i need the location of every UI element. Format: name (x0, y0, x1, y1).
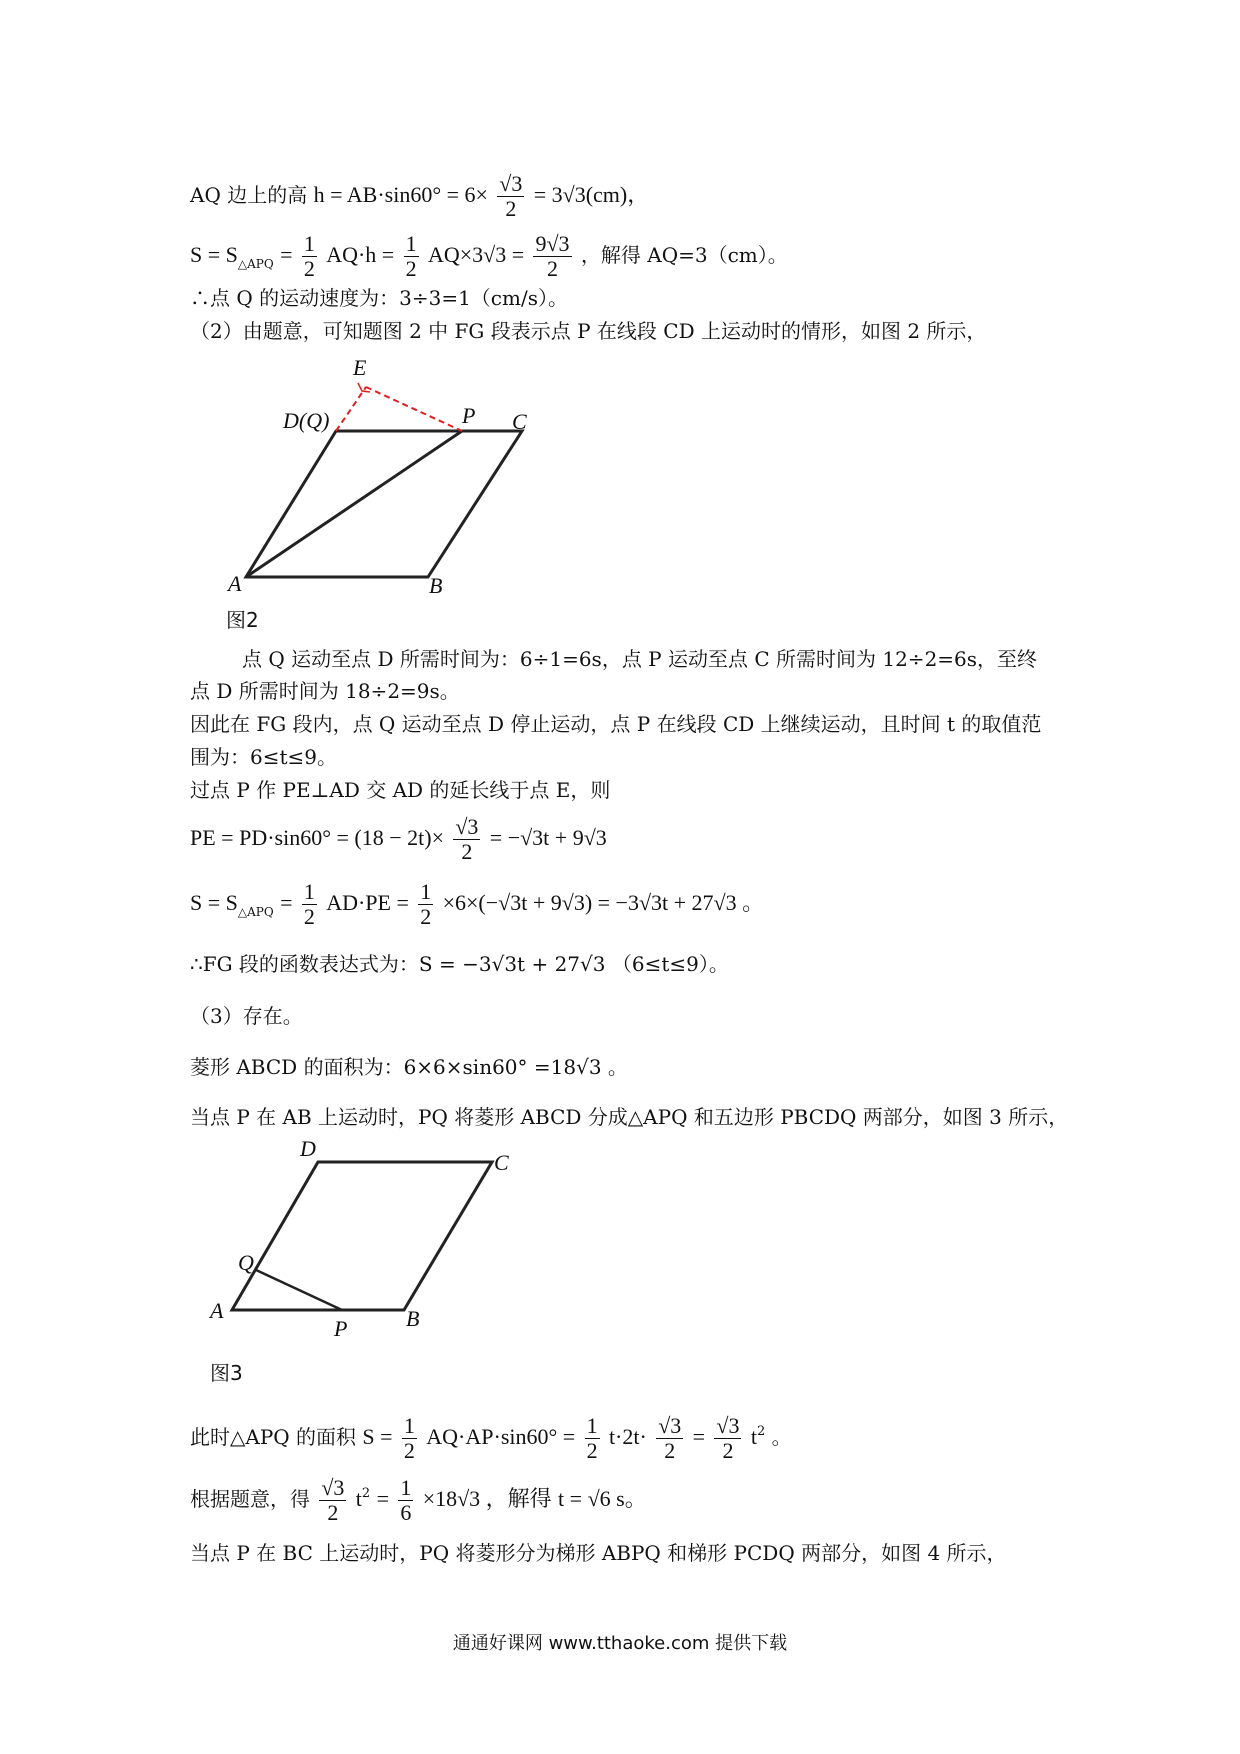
superscript: 2 (361, 1486, 371, 1501)
line-time-2: 点 D 所需时间为 18÷2=9s。 (190, 679, 460, 703)
denominator: 2 (420, 904, 432, 929)
line-apq-area (190, 1414, 792, 1463)
denominator: 2 (303, 904, 315, 929)
math: S = S (190, 242, 238, 267)
denominator: 2 (403, 1438, 415, 1463)
fraction (404, 232, 419, 281)
numerator: √3 (716, 1413, 740, 1438)
dashed-de (336, 387, 366, 431)
label-d: D (300, 1140, 316, 1161)
math: AQ·h = (326, 242, 395, 267)
label-e: E (353, 355, 367, 380)
label-b: B (429, 573, 443, 595)
line-rhombus-area: 菱形 ABCD 的面积为：6×6×sin60° =18√3 。 (190, 1055, 628, 1079)
numerator: √3 (321, 1475, 345, 1500)
math: t = √6 s。 (558, 1486, 647, 1511)
math: = (280, 890, 293, 915)
line-fg-expression: ∴FG 段的函数表达式为：S = −3√3t + 27√3 （6≤t≤9）。 (190, 952, 729, 976)
figure-3-diagram (204, 1140, 534, 1340)
math: t (750, 1424, 757, 1449)
label-d-q: D(Q) (283, 408, 330, 433)
math: AQ×3√3 = (427, 242, 525, 267)
numerator: 1 (403, 1413, 415, 1438)
math: AD·PE = (326, 890, 409, 915)
rhombus-abcd (232, 1162, 492, 1310)
math: AQ·AP·sin60° = (426, 1424, 576, 1449)
segment-pq (256, 1270, 342, 1310)
fraction (402, 1414, 417, 1463)
subscript: △APQ (237, 905, 274, 919)
line-area-s-2 (190, 880, 764, 929)
math: = (376, 1486, 389, 1511)
label-p: P (334, 1316, 348, 1340)
math: S = S (190, 890, 238, 915)
text: 此时△APQ 的面积 (190, 1425, 357, 1449)
math: = (692, 1424, 706, 1449)
figure-2-diagram (220, 355, 560, 595)
math: = −√3t + 9√3 (489, 825, 607, 850)
label-c: C (512, 409, 527, 434)
label-c: C (494, 1150, 509, 1175)
denominator: 2 (405, 256, 417, 281)
text: 。 (771, 1425, 792, 1449)
numerator: √3 (455, 814, 479, 839)
math: PE = PD·sin60° = (18 − 2t)× (190, 825, 444, 850)
denominator: 2 (664, 1438, 676, 1463)
fraction (453, 815, 480, 864)
fraction (319, 1476, 346, 1525)
denominator: 6 (400, 1500, 412, 1525)
numerator: 1 (303, 231, 315, 256)
math: t·2t· (608, 1424, 647, 1449)
fraction (656, 1414, 683, 1463)
fraction (302, 880, 317, 929)
line-area-s (190, 232, 788, 281)
numerator: 1 (303, 879, 315, 904)
label-a: A (210, 1298, 224, 1323)
denominator: 2 (547, 256, 558, 281)
math: ×18√3 ，解得 (422, 1486, 552, 1511)
math: t (355, 1486, 362, 1511)
fraction (418, 880, 433, 929)
label-a: A (228, 571, 242, 595)
figure-3 (204, 1140, 534, 1340)
segment-ap (246, 431, 462, 577)
math: = 3√3(cm)， (533, 182, 650, 207)
math: = (280, 242, 293, 267)
fraction (585, 1414, 600, 1463)
line-pe-eq (190, 815, 607, 864)
figure-2 (220, 355, 560, 595)
line-speed: ∴点 Q 的运动速度为：3÷3=1（cm/s）。 (190, 286, 568, 310)
denominator: 2 (303, 256, 315, 281)
dashed-pe (366, 387, 462, 431)
denominator: 2 (722, 1438, 734, 1463)
figure-2-caption: 图2 (226, 608, 259, 632)
fraction (398, 1476, 413, 1525)
page-footer: 通通好课网 www.tthaoke.com 提供下载 (452, 1633, 788, 1654)
fraction (497, 172, 524, 221)
superscript: 2 (756, 1424, 766, 1439)
line-height-h (190, 172, 649, 221)
line-part2: （2）由题意，可知题图 2 中 FG 段表示点 P 在线段 CD 上运动时的情形，如图 2 所示， (190, 319, 987, 343)
text: ，解得 AQ=3（cm）。 (580, 243, 788, 267)
denominator: 2 (505, 196, 517, 221)
line-time-1: 点 Q 运动至点 D 所需时间为：6÷1=6s，点 P 运动至点 C 所需时间为 12÷2=6s，至终 (242, 647, 1038, 671)
denominator: 2 (461, 839, 473, 864)
numerator: 1 (420, 879, 432, 904)
subscript: △APQ (237, 257, 274, 271)
line-solve-t (190, 1476, 647, 1525)
line-fg-2: 围为：6≤t≤9。 (190, 745, 338, 769)
fraction (533, 232, 571, 281)
math: S = (362, 1424, 393, 1449)
figure-3-caption: 图3 (210, 1361, 243, 1385)
denominator: 2 (327, 1500, 339, 1525)
label-b: B (406, 1306, 420, 1331)
text: AQ 边上的高 (190, 183, 308, 207)
text: 根据题意，得 (190, 1487, 310, 1511)
line-p-on-ab: 当点 P 在 AB 上运动时，PQ 将菱形 ABCD 分成△APQ 和五边形 PBCDQ 两部分，如图 3 所示， (190, 1105, 1069, 1129)
math: ×6×(−√3t + 9√3) = −3√3t + 27√3 。 (442, 890, 765, 915)
numerator: 1 (586, 1413, 598, 1438)
denominator: 2 (586, 1438, 598, 1463)
math: h = AB·sin60° = 6× (313, 182, 488, 207)
line-part3: （3）存在。 (190, 1004, 303, 1028)
numerator: 1 (405, 231, 417, 256)
numerator: 1 (400, 1475, 412, 1500)
numerator: 9√3 (535, 231, 570, 256)
fraction (714, 1414, 741, 1463)
label-q: Q (238, 1250, 254, 1275)
line-pe-perp: 过点 P 作 PE⊥AD 交 AD 的延长线于点 E，则 (190, 778, 611, 802)
line-fg-1: 因此在 FG 段内，点 Q 运动至点 D 停止运动，点 P 在线段 CD 上继续运动，且时间 t 的取值范 (190, 712, 1042, 736)
label-p: P (462, 403, 476, 428)
numerator: √3 (499, 171, 523, 196)
fraction (302, 232, 317, 281)
line-p-on-bc: 当点 P 在 BC 上运动时，PQ 将菱形分为梯形 ABPQ 和梯形 PCDQ 两部分，如图 4 所示， (190, 1541, 1007, 1565)
numerator: √3 (658, 1413, 682, 1438)
rhombus-abcd (246, 431, 522, 577)
